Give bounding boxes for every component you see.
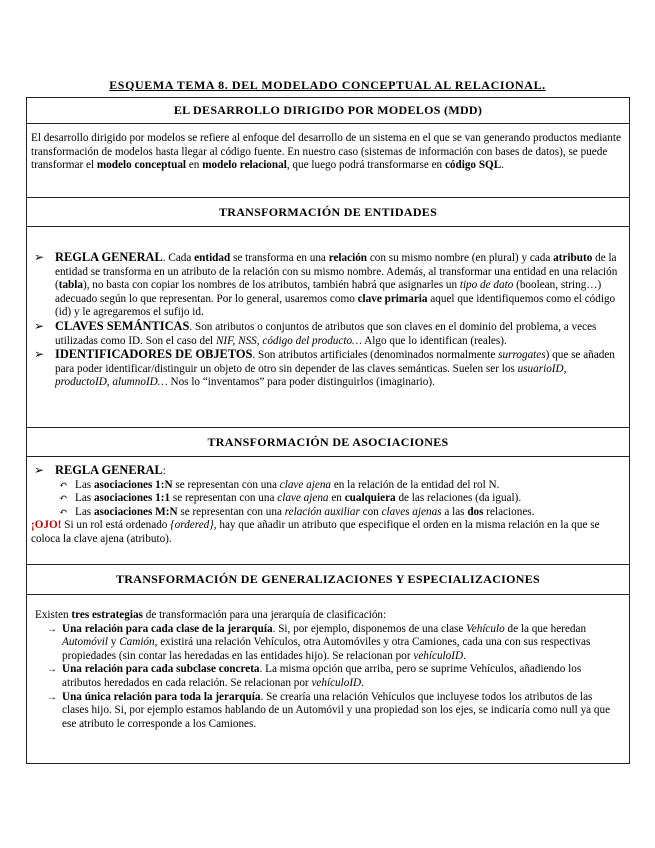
- list-item-asoc-1n: ↶ Las asociaciones 1:N se representan con una clave ajena en la relación de la entidad del rol N.: [59, 478, 500, 491]
- arrow-bullet-icon: ➢: [34, 250, 45, 264]
- section-header-asociaciones: TRANSFORMACIÓN DE ASOCIACIONES: [27, 427, 629, 457]
- list-item-regla-general: ➢ REGLA GENERAL. Cada entidad se transforma en una relación con su mismo nombre (en plural) y cada atributo de la entidad se transforma en un atributo de la relación con su mismo nombre. Además, al transformar una entidad en una relación (tabla), no basta con copiar los nombres de los atributos, también habrá que asignarles un tipo de dato (boolean, string…) adecuado según lo que representan. Por lo general, usaremos como clave primaria aquel que identifiquemos como el código (id) y le agregaremos el sufijo id.: [34, 250, 618, 319]
- mdd-paragraph: El desarrollo dirigido por modelos se refiere al enfoque del desarrollo de un sistema en el que se van generando productos mediante transformación de modelos hasta llegar al código fuente. En nuestro caso (sistemas de información con bases de datos), se puede transformar el modelo conceptual en modelo relacional, que luego podrá transformarse en código SQL.: [31, 132, 621, 172]
- arrow-bullet-icon: ➢: [34, 347, 45, 362]
- section-header-generalizaciones: TRANSFORMACIÓN DE GENERALIZACIONES Y ESPECIALIZACIONES: [27, 564, 629, 595]
- asociaciones-list: [31, 464, 623, 547]
- section-header-mdd: EL DESARROLLO DIRIGIDO POR MODELOS (MDD): [27, 98, 629, 124]
- generalizaciones-intro: Existen tres estrategias de transformación para una jerarquía de clasificación:: [35, 609, 387, 621]
- arrow-bullet-icon: ➢: [34, 463, 45, 477]
- list-item-asoc-11: ↶ Las asociaciones 1:1 se representan con una clave ajena en cualquiera de las relaciones (da igual).: [59, 492, 522, 505]
- entidades-list: [31, 251, 623, 390]
- ojo-note: ¡OJO! Si un rol está ordenado {ordered}, hay que añadir un atributo que especifique el orden en la misma relación en la que se coloca la clave ajena (atributo).: [31, 519, 600, 545]
- list-item-identificadores: ➢ IDENTIFICADORES DE OBJETOS. Son atributos artificiales (denominados normalmente surrogates) que se añaden para poder identificar/distinguir un objeto de otro sin depender de las claves semánticas. Suelen ser los usuarioID, productoID, alumnoID… Nos lo “inventamos” para poder distinguirlos (imaginario).: [34, 347, 615, 389]
- generalizaciones-list: [35, 609, 621, 731]
- arrow-bullet-icon: →: [47, 664, 57, 676]
- list-item-estrategia-1: → Una relación para cada clase de la jerarquía. Si, por ejemplo, disponemos de una clase Vehículo de la que heredan Automóvil y Camión, existirá una relación Vehículos, otra Automóviles y otra Camiones, cada una con sus respectivas propiedades (sin contar las heredadas en las entidades hijo). Se relacionan por vehículoID.: [47, 622, 591, 662]
- list-item-claves-semanticas: ➢ CLAVES SEMÁNTICAS. Son atributos o conjuntos de atributos que son claves en el dominio del problema, a veces utilizadas como ID. Son el caso del NIF, NSS, código del producto… Algo que lo identifican (reales).: [34, 318, 597, 347]
- arrow-bullet-icon: →: [47, 623, 57, 635]
- list-item-asoc-mn: ↶ Las asociaciones M:N se representan con una relación auxiliar con claves ajenas a las dos relaciones.: [59, 505, 535, 518]
- section-header-entidades: TRANSFORMACIÓN DE ENTIDADES: [27, 197, 629, 227]
- arrow-bullet-icon: ➢: [34, 318, 45, 333]
- curved-arrow-bullet-icon: ↶: [59, 506, 68, 518]
- curved-arrow-bullet-icon: ↶: [59, 493, 68, 505]
- document-title: ESQUEMA TEMA 8. DEL MODELADO CONCEPTUAL AL RELACIONAL.: [109, 78, 546, 92]
- list-item-estrategia-2: → Una relación para cada subclase concreta. La misma opción que arriba, pero se suprime Vehículos, añadiendo los atributos heredados en cada relación. Se relacionan por vehículoID.: [47, 663, 582, 689]
- list-item-regla-general-asoc: ➢ REGLA GENERAL:: [34, 463, 166, 477]
- schema-box: [26, 97, 630, 764]
- list-item-estrategia-3: → Una única relación para toda la jerarquía. Se crearía una relación Vehículos que incluyese todos los atributos de las clases hijo. Si, por ejemplo estamos hablando de un Automóvil y una propiedad son los ejes, se indicaría como null ya que ese atributo le corresponde a los Camiones.: [47, 690, 611, 730]
- curved-arrow-bullet-icon: ↶: [59, 479, 68, 491]
- arrow-bullet-icon: →: [47, 691, 57, 703]
